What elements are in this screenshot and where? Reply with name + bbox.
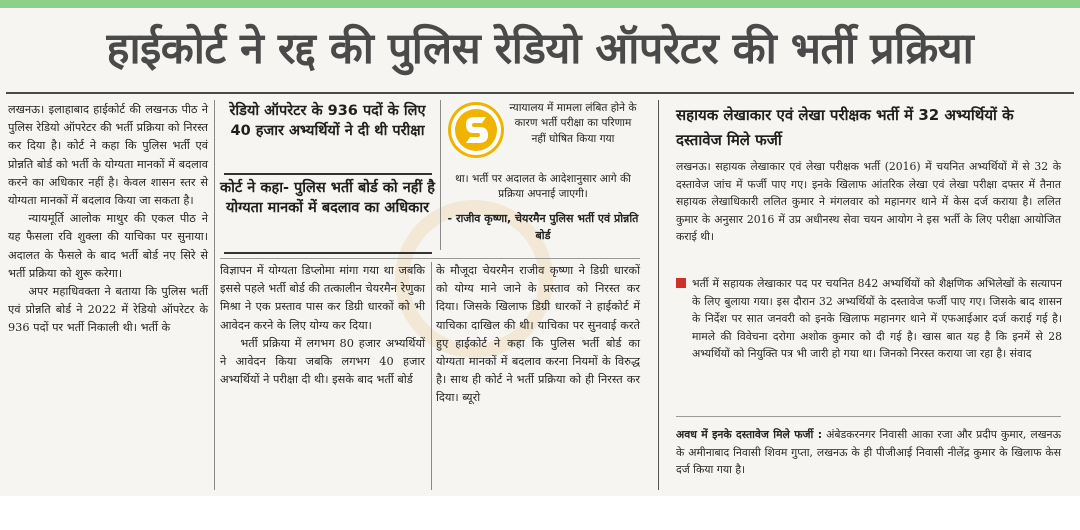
awadh-label: अवध में इनके दस्तावेज मिले फर्जी :: [676, 428, 823, 441]
section-divider: [658, 100, 659, 490]
horizontal-divider: [676, 416, 1061, 417]
quote-signature: - राजीव कृष्णा, चेयरमैन पुलिस भर्ती एवं प्रोन्नति बोर्ड: [447, 212, 639, 242]
paragraph: विज्ञापन में योग्यता डिप्लोमा मांगा गया था जबकि इससे पहले भर्ती बोर्ड की तत्कालीन चेयरमैन रेणुका मिश्रा ने एक प्रस्ताव पास कर डिग्री धारकों को भी आवेदन करने के लिए योग्य कर दिया।: [220, 264, 425, 332]
subhead-rule: [224, 173, 432, 175]
bottom-strip: [0, 496, 1080, 530]
paragraph: न्यायमूर्ति आलोक माथुर की एकल पीठ ने यह फैसला रवि शुक्ला की याचिका पर सुनाया। अदालत के फैसले के बाद भर्ती बोर्ड नए सिरे से भर्ती प्रक्रिया को शुरू करेगा।: [8, 212, 208, 280]
paragraph: के मौजूदा चेयरमैन राजीव कृष्णा ने डिग्री धारकों को योग्य माने जाने के प्रस्ताव को निरस्त कर दिया। जिसके खिलाफ डिग्री धारकों ने हाईकोर्ट में याचिका दाखिल की थी। याचिका पर सुनवाई करते हुए हाईकोर्ट ने कहा कि पुलिस भर्ती बोर्ड का योग्यता मानकों में बदलाव करना नियमों के विरुद्ध है। साथ ही कोर्ट ने भर्ती प्रक्रिया को ही निरस्त कर दिया। ब्यूरो: [436, 264, 640, 405]
top-color-bar: [0, 0, 1080, 8]
article-column-1: [8, 101, 208, 338]
quote-icon: [448, 102, 504, 158]
horizontal-divider: [220, 258, 640, 259]
quote-icon-graphic: [448, 102, 504, 158]
bullet-marker: [676, 278, 686, 288]
awadh-text: अंबेडकरनगर निवासी आका रजा और प्रदीप कुमार, लखनऊ के अमीनाबाद निवासी शिवम गुप्ता, लखनऊ के ही पीजीआई निवासी नीलेंद्र कुमार के खिलाफ केस दर्ज किया गया है।: [676, 428, 1061, 476]
subhead-rule: [224, 252, 432, 254]
paragraph: लखनऊ। इलाहाबाद हाईकोर्ट की लखनऊ पीठ ने पुलिस रेडियो ऑपरेटर की भर्ती प्रक्रिया को निरस्त कर दिया है। कोर्ट ने कहा कि पुलिस भर्ती एवं प्रोन्नति बोर्ड को भर्ती के योग्यता मानकों में बदलाव करने का अधिकार नहीं है। केवल शासन स्तर से योग्यता मानकों में बदलाव किया जा सकता है।: [8, 103, 208, 208]
paragraph: अपर महाधिवक्ता ने बताया कि पुलिस भर्ती एवं प्रोन्नति बोर्ड ने 2022 में रेडियो ऑपरेटर के 936 पदों पर भर्ती निकाली थी। भर्ती के: [8, 285, 208, 335]
headline-rule: [6, 92, 1074, 94]
article-column-3: [436, 262, 640, 408]
subheadline-court: कोर्ट ने कहा- पुलिस भर्ती बोर्ड को नहीं है योग्यता मानकों में बदलाव का अधिकार: [220, 180, 435, 216]
quote-text-top: न्यायालय में मामला लंबित होने के कारण भर्ती परीक्षा का परिणाम नहीं घोषित किया गया: [509, 102, 637, 145]
quote-text-bottom: था। भर्ती पर अदालत के आदेशानुसार आगे की प्रक्रिया अपनाई जाएगी।: [455, 173, 631, 201]
side-story-bullet: भर्ती में सहायक लेखाकार पद पर चयनित 842 अभ्यर्थियों को शैक्षणिक अभिलेखों के सत्यापन के लिए बुलाया गया। इस दौरान 32 अभ्यर्थियों के दस्तावेज फर्जी पाए गए। जिसके बाद शासन के निर्देश पर सात जनवरी को इनके खिलाफ महानगर थाने में एफआईआर दर्ज कराई गई है। मामले की विवेचना दरोगा अशोक कुमार को दी गई है। खास बात यह है कि इनमें से 28 अभ्यर्थियों को नियुक्ति पत्र भी जारी हो गया था। जिनको निरस्त कराया जा रहा है। संवाद: [692, 277, 1062, 360]
column-divider: [440, 100, 441, 250]
subheadline-exam: रेडियो ऑपरेटर के 936 पदों के लिए 40 हजार अभ्यर्थियों ने दी थी परीक्षा: [229, 103, 426, 139]
side-story-headline: सहायक लेखाकार एवं लेखा परीक्षक भर्ती में 32 अभ्यर्थियों के दस्तावेज मिले फर्जी: [676, 106, 1014, 149]
column-divider: [431, 262, 432, 490]
side-story-awadh: [676, 426, 1061, 479]
paragraph: भर्ती प्रक्रिया में लगभग 80 हजार अभ्यर्थियों ने आवेदन किया जबकि लगभग 40 हजार अभ्यर्थियों ने परीक्षा दी थी। इसके बाद भर्ती बोर्ड: [220, 336, 425, 387]
side-story-intro: लखनऊ। सहायक लेखाकार एवं लेखा परीक्षक भर्ती (2016) में चयनित अभ्यर्थियों में से 32 के दस्तावेज जांच में फर्जी पाए गए। इनके खिलाफ आंतरिक लेखा एवं लेखा परीक्षा दफ्तर में तैनात सहायक लेखाधिकारी ललित कुमार ने मंगलवार को महानगर थाने में केस दर्ज कराया है। ललित कुमार के अनुसार 2016 में उप्र अधीनस्थ सेवा चयन आयोग ने इस भर्ती के लिए परीक्षा आयोजित कराई थी।: [676, 160, 1061, 243]
main-headline: हाईकोर्ट ने रद्द की पुलिस रेडियो ऑपरेटर की भर्ती प्रक्रिया: [106, 24, 974, 74]
column-divider: [214, 100, 215, 490]
article-column-2: [220, 262, 425, 389]
